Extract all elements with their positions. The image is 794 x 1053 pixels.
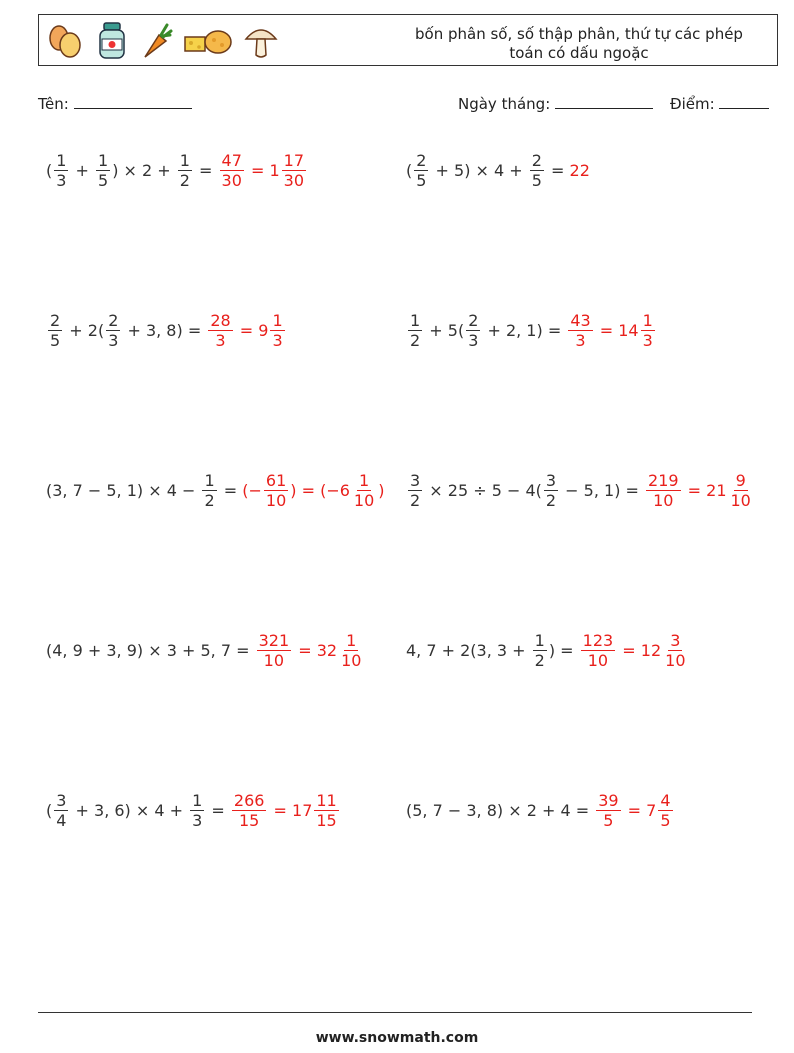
denominator: 2 (204, 490, 215, 510)
numerator: 3 (545, 470, 557, 490)
fraction (352, 471, 376, 510)
math-text: (3, 7 − 5, 1) × 4 − (46, 480, 201, 500)
answer (218, 151, 308, 190)
fraction (178, 151, 192, 190)
math-text: ) × 2 + (112, 160, 176, 180)
problem-8 (406, 620, 690, 680)
math-text: ) (378, 480, 385, 500)
numerator: 266 (233, 790, 265, 810)
header-icons (45, 21, 279, 61)
answer (230, 791, 341, 830)
fraction (270, 311, 284, 350)
numerator: 1 (358, 470, 370, 490)
denominator: 10 (730, 490, 751, 510)
fraction (658, 791, 672, 830)
math-text: = 9 (234, 320, 269, 340)
date-blank[interactable] (555, 94, 653, 109)
math-text: + 2, 1) = (482, 320, 567, 340)
name-field[interactable] (38, 94, 192, 113)
denominator: 2 (410, 490, 421, 510)
fraction (96, 151, 110, 190)
fraction (641, 311, 655, 350)
fraction (663, 631, 687, 670)
answer (255, 631, 366, 670)
math-text: = 1 (245, 160, 280, 180)
math-text: = 12 (617, 640, 662, 660)
fraction (314, 791, 338, 830)
answer (206, 311, 286, 350)
problem-6 (406, 460, 755, 520)
numerator: 3 (670, 630, 681, 650)
denominator: 2 (534, 650, 545, 670)
denominator: 10 (265, 490, 287, 510)
fraction (264, 471, 288, 510)
fraction (106, 311, 120, 350)
math-text: = 32 (293, 640, 338, 660)
math-text: = (218, 480, 243, 500)
numerator: 47 (221, 150, 242, 170)
problem-1 (46, 140, 308, 200)
fraction (533, 631, 547, 670)
math-text: = 14 (594, 320, 639, 340)
name-label: Tên: (38, 95, 69, 113)
footer-divider (38, 1012, 752, 1013)
numerator: 219 (648, 470, 679, 490)
header-box (38, 14, 778, 66)
denominator: 10 (341, 650, 362, 670)
date-field[interactable] (458, 94, 653, 113)
math-text: 22 (569, 160, 590, 180)
denominator: 5 (416, 170, 427, 190)
cheese-icon (183, 21, 233, 61)
numerator: 2 (108, 310, 119, 330)
numerator: 2 (50, 310, 61, 330)
problem-4 (406, 300, 657, 360)
numerator: 2 (416, 150, 427, 170)
math-text: = (193, 160, 218, 180)
numerator: 17 (283, 150, 305, 170)
math-text: + 5) × 4 + (430, 160, 528, 180)
math-text: (− (242, 480, 262, 500)
denominator: 4 (56, 810, 67, 830)
denominator: 10 (665, 650, 686, 670)
fraction (414, 151, 428, 190)
math-text: + 2( (64, 320, 105, 340)
math-text: (5, 7 − 3, 8) × 2 + 4 = (406, 800, 595, 820)
denominator: 10 (587, 650, 609, 670)
math-text: + (70, 160, 95, 180)
denominator: 2 (410, 330, 421, 350)
numerator: 2 (468, 310, 479, 330)
jam-jar-icon (95, 21, 129, 61)
numerator: 9 (735, 470, 746, 490)
math-text: = 21 (682, 480, 727, 500)
numerator: 39 (598, 790, 619, 810)
numerator: 1 (192, 790, 203, 810)
numerator: 1 (534, 630, 545, 650)
answer (570, 161, 590, 180)
fraction (581, 631, 616, 670)
answer (242, 471, 384, 510)
denominator: 5 (531, 170, 542, 190)
denominator: 15 (238, 810, 260, 830)
math-text: + 3, 6) × 4 + (70, 800, 189, 820)
numerator: 123 (582, 630, 614, 650)
fraction (339, 631, 363, 670)
numerator: 321 (258, 630, 290, 650)
problem-3 (46, 300, 287, 360)
denominator: 3 (642, 330, 653, 350)
math-text: = (545, 160, 570, 180)
denominator: 3 (215, 330, 226, 350)
carrot-icon (139, 21, 173, 61)
math-text: ( (46, 800, 53, 820)
math-text: = (206, 800, 230, 820)
math-text: = 7 (622, 800, 657, 820)
denominator: 5 (603, 810, 614, 830)
numerator: 1 (642, 310, 653, 330)
numerator: 1 (56, 150, 67, 170)
denominator: 5 (98, 170, 109, 190)
footer-url: www.snowmath.com (315, 1030, 479, 1046)
math-text: − 5, 1) = (560, 480, 645, 500)
math-text: (4, 9 + 3, 9) × 3 + 5, 7 = (46, 640, 255, 660)
denominator: 3 (575, 330, 586, 350)
fraction (646, 471, 681, 510)
fraction (54, 151, 68, 190)
answer (644, 471, 755, 510)
fraction (729, 471, 753, 510)
math-text: ) = (548, 640, 579, 660)
numerator: 1 (410, 310, 421, 330)
fraction (530, 151, 544, 190)
numerator: 1 (346, 630, 357, 650)
worksheet-title: bốn phân số, số thập phân, thứ tự các phép toán có dấu ngoặc (415, 25, 743, 62)
denominator: 3 (56, 170, 67, 190)
denominator: 30 (283, 170, 305, 190)
numerator: 28 (210, 310, 231, 330)
numerator: 1 (272, 310, 283, 330)
numerator: 61 (265, 470, 287, 490)
numerator: 1 (179, 150, 190, 170)
math-text: + 5( (424, 320, 465, 340)
date-label: Ngày tháng: (458, 95, 551, 113)
fraction (282, 151, 306, 190)
numerator: 1 (204, 470, 215, 490)
problem-5 (46, 460, 385, 520)
denominator: 10 (653, 490, 674, 510)
math-text: ) = (−6 (290, 480, 350, 500)
fraction (408, 311, 422, 350)
math-text: × 25 ÷ 5 − 4( (424, 480, 542, 500)
denominator: 3 (468, 330, 479, 350)
problem-2 (406, 140, 590, 200)
fraction (596, 791, 620, 830)
score-field[interactable] (670, 94, 769, 113)
numerator: 3 (410, 470, 421, 490)
fraction (48, 311, 62, 350)
denominator: 30 (221, 170, 242, 190)
denominator: 2 (179, 170, 190, 190)
fraction (408, 471, 422, 510)
math-text: + 3, 8) = (122, 320, 207, 340)
fraction (54, 791, 68, 830)
answer (566, 311, 656, 350)
score-blank[interactable] (719, 94, 769, 109)
eggs-icon (45, 21, 85, 61)
fraction (544, 471, 558, 510)
numerator: 1 (98, 150, 109, 170)
fraction (257, 631, 292, 670)
problem-10 (406, 780, 675, 840)
problem-7 (46, 620, 365, 680)
denominator: 3 (192, 810, 203, 830)
score-label: Điểm: (670, 95, 715, 113)
denominator: 3 (108, 330, 119, 350)
math-text: ( (46, 160, 53, 180)
numerator: 3 (56, 790, 67, 810)
fraction (202, 471, 216, 510)
fraction (466, 311, 480, 350)
fraction (568, 311, 592, 350)
fraction (208, 311, 232, 350)
numerator: 43 (570, 310, 591, 330)
denominator: 15 (316, 810, 337, 830)
mushroom-icon (243, 21, 279, 61)
numerator: 11 (316, 790, 337, 810)
math-text: ( (406, 160, 413, 180)
fraction (220, 151, 244, 190)
fraction (232, 791, 267, 830)
numerator: 4 (660, 790, 671, 810)
problem-9 (46, 780, 341, 840)
math-text: = 17 (268, 800, 313, 820)
denominator: 5 (660, 810, 671, 830)
denominator: 3 (272, 330, 283, 350)
fraction (190, 791, 204, 830)
denominator: 10 (353, 490, 375, 510)
denominator: 2 (545, 490, 557, 510)
name-blank[interactable] (74, 94, 192, 109)
math-text: 4, 7 + 2(3, 3 + (406, 640, 531, 660)
denominator: 10 (263, 650, 285, 670)
denominator: 5 (50, 330, 61, 350)
numerator: 2 (531, 150, 542, 170)
answer (579, 631, 690, 670)
answer (594, 791, 674, 830)
